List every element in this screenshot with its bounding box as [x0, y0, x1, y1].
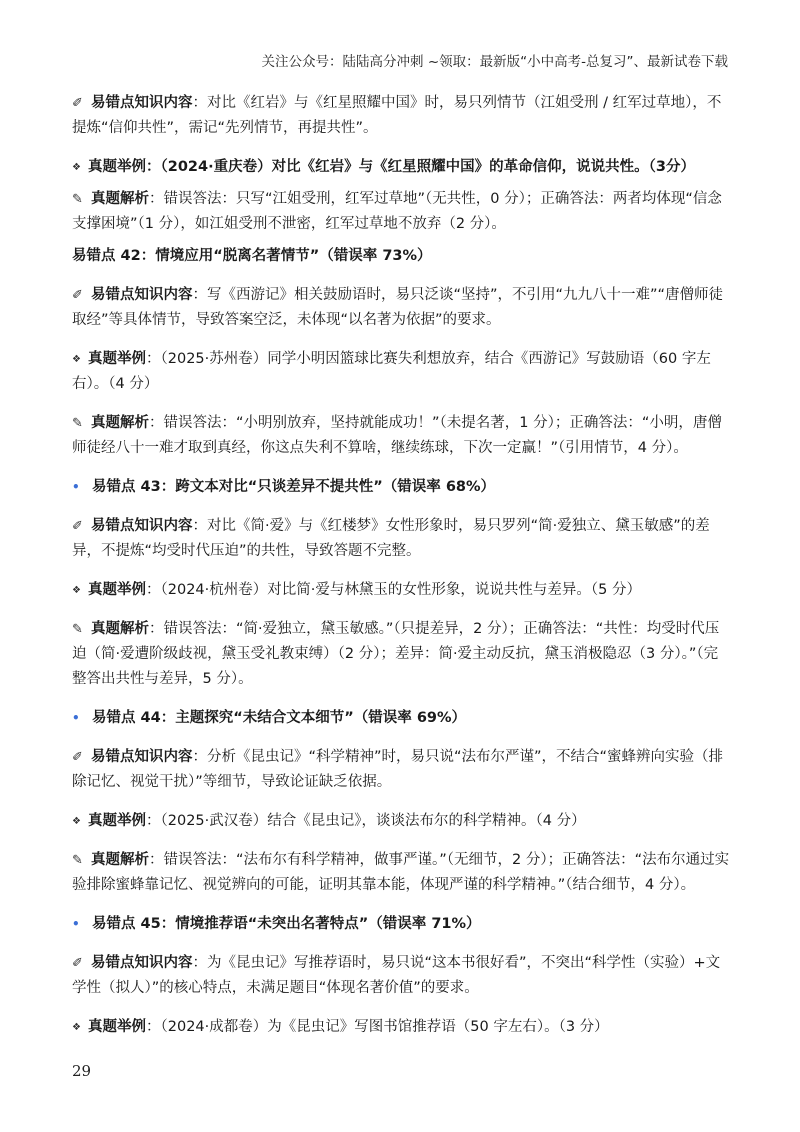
knowledge-paragraph — [72, 951, 730, 1001]
analysis-label: 真题解析 — [91, 415, 149, 431]
section-title-text: 易错点 43：跨文本对比“只谈差异不提共性”（错误率 68%） — [92, 479, 496, 495]
analysis-paragraph — [72, 187, 730, 237]
analysis-text: ：错误答法：“简·爱独立，黛玉敏感。”（只提差异，2 分）；正确答法：“共性：均受时代压迫（简·爱遭阶级歧视，黛玉受礼教束缚）（2 分）；差异：简·爱主动反抗，黛玉消极隐忍（3 分）。”（完整答出共性与差异，5 分）。 — [72, 621, 720, 687]
section-title: 易错点 42：情境应用“脱离名著情节”（错误率 73%） — [72, 248, 432, 264]
analysis-label: 真题解析 — [91, 621, 149, 637]
diamond-icon: ❖ — [72, 162, 81, 173]
example-paragraph — [72, 347, 730, 397]
knowledge-text: ：分析《昆虫记》“科学精神”时，易只说“法布尔严谨”，不结合“蜜蜂辨向实验（排除记忆、视觉干扰）”等细节，导致论证缺乏依据。 — [72, 749, 724, 790]
pencil-icon: ✎ — [72, 192, 83, 207]
page-number: 29 — [72, 1062, 92, 1080]
bullet-icon: • — [72, 711, 80, 725]
diamond-icon: ❖ — [72, 1022, 81, 1033]
page-header: 关注公众号：陆陆高分冲刺 ~领取：最新版“小中高考-总复习”、最新试卷下载 — [261, 54, 728, 70]
pencil-icon: ✐ — [72, 288, 83, 303]
example-label: 真题举例 — [88, 159, 146, 175]
knowledge-label: 易错点知识内容 — [91, 518, 193, 534]
knowledge-paragraph — [72, 745, 730, 795]
knowledge-text: ：为《昆虫记》写推荐语时，易只说“这本书很好看”，不突出“科学性（实验）+文学性（拟人）”的核心特点，未满足题目“体现名著价值”的要求。 — [72, 955, 721, 996]
section-title — [72, 706, 730, 731]
pencil-icon: ✐ — [72, 750, 83, 765]
analysis-text: ：错误答法：“小明别放弃，坚持就能成功！”（未提名著，1 分）；正确答法：“小明，唐僧师徒经八十一难才取到真经，你这点失利不算啥，继续练球，下次一定赢！”（引用情节，4 分）。 — [72, 415, 722, 456]
knowledge-text: ：对比《红岩》与《红星照耀中国》时，易只列情节（江姐受刑 / 红军过草地），不提炼“信仰共性”，需记“先列情节，再提共性”。 — [72, 95, 722, 136]
knowledge-text: ：写《西游记》相关鼓励语时，易只泛谈“坚持”，不引用“九九八十一难”“唐僧师徒取经”等具体情节，导致答案空泛，未体现“以名著为依据”的要求。 — [72, 287, 724, 328]
analysis-text: ：错误答法：只写“江姐受刑，红军过草地”（无共性，0 分）；正确答法：两者均体现“信念支撑困境”（1 分），如江姐受刑不泄密，红军过草地不放弃（2 分）。 — [72, 191, 722, 232]
diamond-icon: ❖ — [72, 354, 81, 365]
pencil-icon: ✐ — [72, 519, 83, 534]
analysis-label: 真题解析 — [91, 191, 149, 207]
pencil-icon: ✎ — [72, 622, 83, 637]
knowledge-label: 易错点知识内容 — [91, 95, 193, 111]
section-title-text: 易错点 44：主题探究“未结合文本细节”（错误率 69%） — [92, 710, 467, 726]
example-text: ：（2025·武汉卷）结合《昆虫记》，谈谈法布尔的科学精神。（4 分） — [146, 813, 586, 829]
example-label: 真题举例 — [88, 813, 146, 829]
knowledge-paragraph — [72, 91, 730, 141]
section-title — [72, 475, 730, 500]
diamond-icon: ❖ — [72, 585, 81, 596]
example-text: ：（2024·杭州卷）对比简·爱与林黛玉的女性形象，说说共性与差异。（5 分） — [146, 582, 641, 598]
diamond-icon: ❖ — [72, 816, 81, 827]
pencil-icon: ✐ — [72, 956, 83, 971]
pencil-icon: ✎ — [72, 853, 83, 868]
example-paragraph — [72, 809, 730, 834]
example-paragraph — [72, 155, 730, 180]
example-label: 真题举例 — [88, 1019, 146, 1035]
knowledge-paragraph — [72, 283, 730, 333]
bullet-icon: • — [72, 917, 80, 931]
pencil-icon: ✎ — [72, 416, 83, 431]
example-paragraph — [72, 1015, 730, 1040]
example-text: ：（2024·成都卷）为《昆虫记》写图书馆推荐语（50 字左右）。（3 分） — [146, 1019, 609, 1035]
content — [72, 91, 730, 1054]
section-title-text: 易错点 45：情境推荐语“未突出名著特点”（错误率 71%） — [92, 916, 481, 932]
example-text: ：（2024·重庆卷）对比《红岩》与《红星照耀中国》的革命信仰，说说共性。（3分） — [146, 159, 695, 175]
knowledge-label: 易错点知识内容 — [91, 749, 193, 765]
knowledge-paragraph — [72, 514, 730, 564]
knowledge-label: 易错点知识内容 — [91, 955, 193, 971]
analysis-paragraph — [72, 848, 730, 898]
analysis-text: ：错误答法：“法布尔有科学精神，做事严谨。”（无细节，2 分）；正确答法：“法布尔通过实验排除蜜蜂靠记忆、视觉辨向的可能，证明其靠本能，体现严谨的科学精神。”（结合细节，4 分）。 — [72, 852, 730, 893]
bullet-icon: • — [72, 480, 80, 494]
example-label: 真题举例 — [88, 351, 146, 367]
analysis-label: 真题解析 — [91, 852, 149, 868]
example-label: 真题举例 — [88, 582, 146, 598]
knowledge-text: ：对比《简·爱》与《红楼梦》女性形象时，易只罗列“简·爱独立、黛玉敏感”的差异，不提炼“均受时代压迫”的共性，导致答题不完整。 — [72, 518, 710, 559]
example-text: ：（2025·苏州卷）同学小明因篮球比赛失利想放弃，结合《西游记》写鼓励语（60 字左右）。（4 分） — [72, 351, 711, 392]
analysis-paragraph — [72, 617, 730, 692]
section-title — [72, 912, 730, 937]
knowledge-label: 易错点知识内容 — [91, 287, 193, 303]
pencil-icon: ✐ — [72, 96, 83, 111]
example-paragraph — [72, 578, 730, 603]
analysis-paragraph — [72, 411, 730, 461]
